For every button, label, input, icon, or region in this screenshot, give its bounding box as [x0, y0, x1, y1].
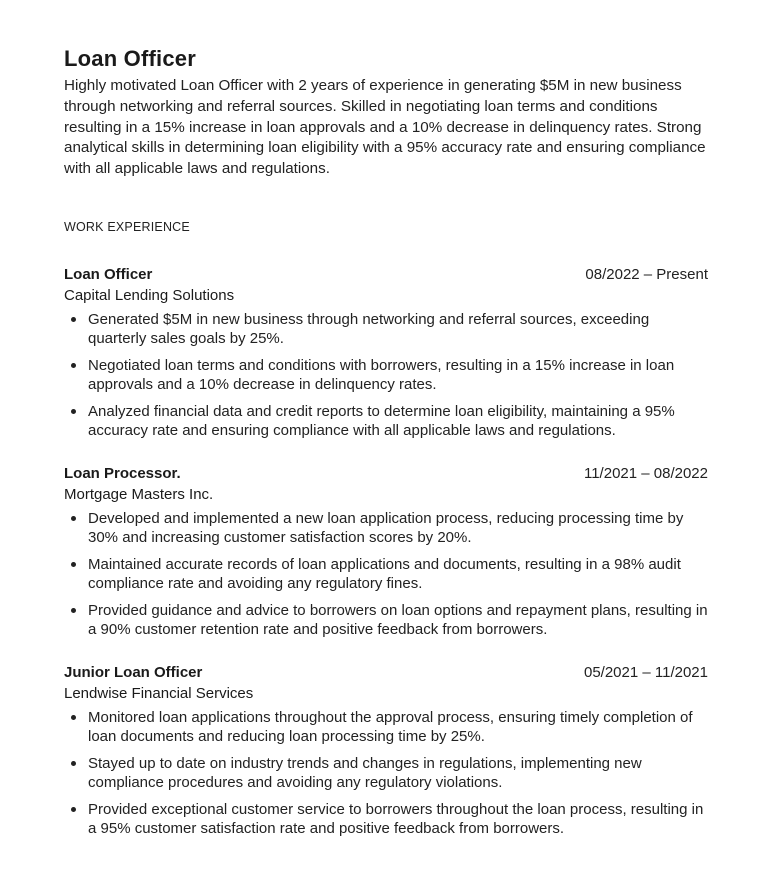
job-entry	[64, 465, 708, 640]
job-header	[64, 664, 708, 681]
bullet-dot-icon	[71, 317, 76, 322]
professional-summary: Highly motivated Loan Officer with 2 years of experience in generating $5M in new business through networking and referral sources. Skilled in negotiating loan terms and conditions resulting in a 15% increase in loan approvals and a 10% decrease in delinquency rates. Strong analytical skills in determining loan eligibility with a 95% accuracy rate and ensuring compliance with all applicable laws and regulations.	[64, 77, 706, 178]
bullet-item	[64, 402, 708, 441]
bullet-item	[64, 509, 708, 548]
job-entry	[64, 664, 708, 839]
bullet-text: Generated $5M in new business through networking and referral sources, exceeding quarterly sales goals by 25%.	[88, 310, 650, 348]
job-header	[64, 465, 708, 482]
bullet-dot-icon	[71, 761, 76, 766]
bullet-item	[64, 310, 708, 349]
bullet-dot-icon	[71, 516, 76, 521]
bullet-text: Maintained accurate records of loan applications and documents, resulting in a 98% audit compliance rate and avoiding any regulatory fines.	[88, 555, 681, 593]
bullet-text: Provided exceptional customer service to borrowers throughout the loan process, resulting in a 95% customer satisfaction rate and positive feedback from borrowers.	[88, 800, 704, 838]
company-name: Mortgage Masters Inc.	[64, 485, 214, 503]
bullet-item	[64, 555, 708, 594]
company-name: Capital Lending Solutions	[64, 286, 235, 304]
job-dates: 11/2021 – 08/2022	[583, 464, 708, 482]
job-bullets	[64, 708, 708, 839]
bullet-item	[64, 601, 708, 640]
company-name: Lendwise Financial Services	[64, 684, 254, 702]
job-dates: 08/2022 – Present	[585, 265, 708, 283]
job-bullets	[64, 509, 708, 640]
resume-title: Loan Officer	[64, 46, 196, 71]
bullet-text: Monitored loan applications throughout the approval process, ensuring timely completion of loan documents and reducing loan processing time by 25%.	[88, 708, 693, 746]
job-title: Junior Loan Officer	[64, 663, 203, 681]
bullet-dot-icon	[71, 562, 76, 567]
bullet-text: Analyzed financial data and credit reports to determine loan eligibility, maintaining a 95% accuracy rate and ensuring compliance with all applicable laws and regulations.	[88, 402, 675, 440]
bullet-text: Negotiated loan terms and conditions with borrowers, resulting in a 15% increase in loan approvals and a 10% decrease in delinquency rates.	[88, 356, 675, 394]
bullet-item	[64, 800, 708, 839]
bullet-text: Provided guidance and advice to borrowers on loan options and repayment plans, resulting in a 90% customer retention rate and positive feedback from borrowers.	[88, 601, 708, 639]
job-bullets	[64, 310, 708, 441]
bullet-dot-icon	[71, 807, 76, 812]
job-dates: 05/2021 – 11/2021	[583, 663, 708, 681]
bullet-item	[64, 708, 708, 747]
bullet-text: Stayed up to date on industry trends and changes in regulations, implementing new compliance procedures and avoiding any regulatory violations.	[88, 754, 642, 792]
job-entry	[64, 266, 708, 441]
bullet-dot-icon	[71, 608, 76, 613]
section-heading-work-experience: WORK EXPERIENCE	[64, 219, 190, 234]
job-title: Loan Officer	[64, 265, 153, 283]
bullet-dot-icon	[71, 715, 76, 720]
bullet-item	[64, 754, 708, 793]
job-header	[64, 266, 708, 283]
bullet-text: Developed and implemented a new loan application process, reducing processing time by 30% and increasing customer satisfaction scores by 20%.	[88, 509, 684, 547]
job-title: Loan Processor.	[64, 464, 181, 482]
bullet-item	[64, 356, 708, 395]
bullet-dot-icon	[71, 363, 76, 368]
bullet-dot-icon	[71, 409, 76, 414]
